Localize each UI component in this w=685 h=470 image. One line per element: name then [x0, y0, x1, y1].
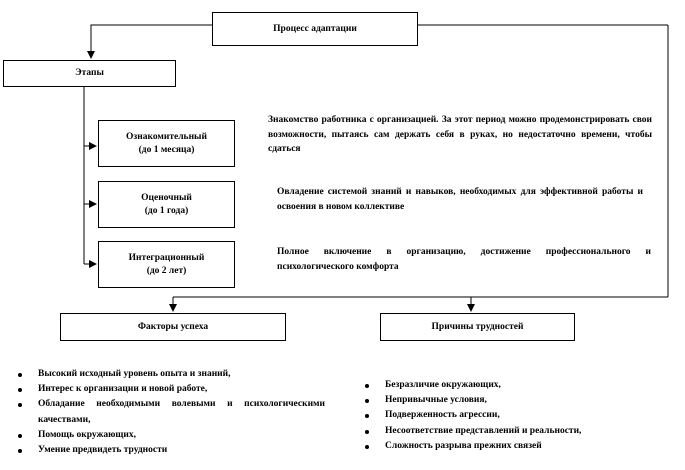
- stage-duration: (до 2 лет): [146, 265, 187, 276]
- stage-box-evaluation: [98, 181, 235, 228]
- difficulty-causes-list: [360, 378, 680, 454]
- arrow-title-to-stages: [91, 25, 212, 58]
- stage-duration: (до 1 месяца): [138, 144, 195, 155]
- stage-name: Интеграционный: [128, 252, 205, 263]
- list-item: Умение предвидеть трудности: [13, 443, 325, 458]
- difficulty-causes-box: [380, 313, 575, 341]
- list-item: Обладание необходимыми волевыми и психологическими качествами,: [13, 397, 325, 427]
- list-item: Интерес к организации и новой работе,: [13, 382, 325, 397]
- success-factors-title: Факторы успеха: [137, 321, 209, 332]
- stages-box: [3, 60, 176, 87]
- adaptation-process-title: Процесс адаптации: [273, 23, 357, 34]
- list-item: Подверженность агрессии,: [360, 408, 680, 423]
- list-item: Непривычные условия,: [360, 393, 680, 408]
- list-item: Помощь окружающих,: [13, 428, 325, 443]
- stage-description-integration: Полное включение в организацию, достижение профессионального и психологического комфорта: [277, 247, 651, 272]
- stage-description-evaluation: Овладение системой знаний и навыков, необходимых для эффективной работы и освоения в новом коллективе: [277, 187, 643, 212]
- success-factors-list: [13, 367, 325, 458]
- stage-name: Ознакомительный: [126, 131, 207, 142]
- list-item: Безразличие окружающих,: [360, 378, 680, 393]
- stages-label: Этапы: [75, 68, 104, 79]
- adaptation-process-box: [212, 12, 418, 46]
- success-factors-box: [60, 313, 286, 341]
- difficulty-causes-title: Причины трудностей: [431, 321, 524, 332]
- list-item: Сложность разрыва прежних связей: [360, 439, 680, 454]
- stage-name: Оценочный: [141, 192, 192, 203]
- list-item: Несоответствие представлений и реальности,: [360, 424, 680, 439]
- list-item: Высокий исходный уровень опыта и знаний,: [13, 367, 325, 382]
- stage-box-familiarization: [98, 120, 235, 167]
- stage-description-familiarization: Знакомство работника с организацией. За этот период можно продемонстрировать свои возможности, пытаясь сам держать себя в руках, но недостаточно времени, чтобы сдаться: [268, 115, 652, 155]
- stage-box-integration: [98, 241, 235, 288]
- stage-duration: (до 1 года): [144, 205, 189, 216]
